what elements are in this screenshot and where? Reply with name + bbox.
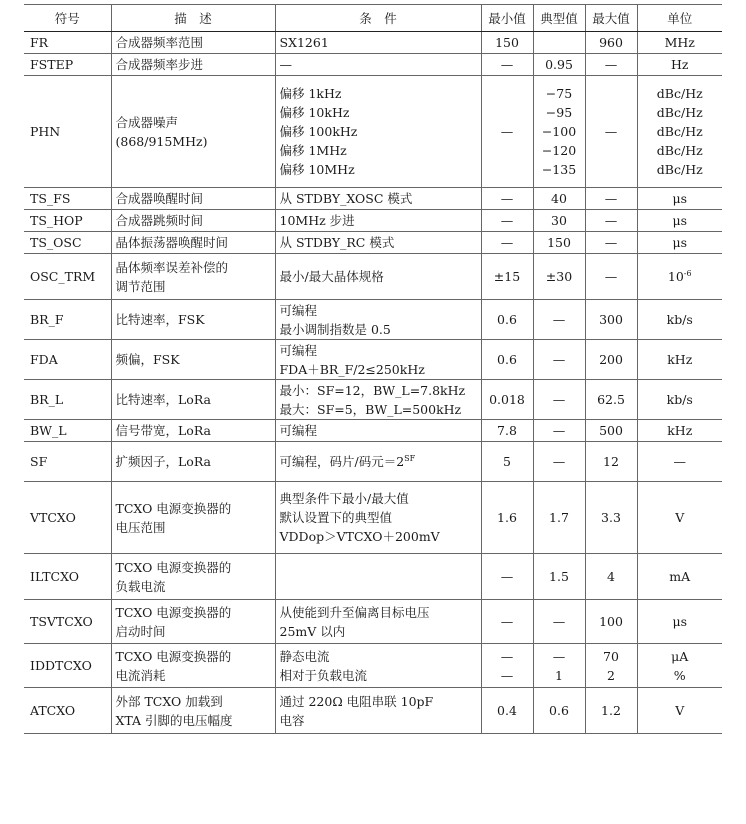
max-cell <box>585 32 637 54</box>
unit-cell-line: dBc/Hz <box>656 86 703 101</box>
condition-cell <box>275 644 481 688</box>
min-cell-line: — <box>500 124 514 139</box>
condition-cell-line: 可编程，码片/码元$=2^{SF}$ <box>279 453 416 469</box>
min-cell <box>481 300 533 340</box>
condition-cell <box>275 340 481 380</box>
condition-cell-line: 通过 220Ω 电阻串联 10pF <box>279 693 434 709</box>
condition-cell-line: 最小调制指数是 0.5 <box>279 321 391 337</box>
min-cell <box>481 442 533 482</box>
max-cell-line: 4 <box>607 569 615 584</box>
min-cell <box>481 254 533 300</box>
min-cell <box>481 210 533 232</box>
description-cell-line: TCXO 电源变换器的 <box>115 604 232 620</box>
unit-cell <box>637 232 722 254</box>
typ-cell-line: 0.6 <box>549 703 569 718</box>
description-cell-line: 电压范围 <box>115 519 166 535</box>
min-cell-line: 150 <box>495 35 519 50</box>
max-cell <box>585 254 637 300</box>
typ-cell-line: 1 <box>555 667 563 683</box>
typ-cell <box>533 76 585 188</box>
condition-cell-line: 可编程 <box>279 342 318 358</box>
min-cell-line: — <box>500 614 514 629</box>
description-cell-line: 扩频因子，LoRa <box>115 454 211 469</box>
table-row <box>24 600 722 644</box>
unit-cell-line: MHz <box>664 35 695 50</box>
unit-cell-line: dBc/Hz <box>656 105 703 120</box>
condition-cell-line: 最小：SF=12，BW_L=7.8kHz <box>279 382 466 398</box>
symbol-cell: BR_F <box>24 300 111 340</box>
unit-cell <box>637 688 722 734</box>
header-max: 最大值 <box>585 5 637 32</box>
condition-cell-line: 可编程 <box>279 302 318 318</box>
max-cell-line: — <box>604 57 618 72</box>
condition-cell <box>275 32 481 54</box>
typ-cell <box>533 254 585 300</box>
header-condition: 条 件 <box>275 5 481 32</box>
table-row <box>24 54 722 76</box>
min-cell-line: — <box>500 667 514 683</box>
symbol-cell: SF <box>24 442 111 482</box>
max-cell-line: — <box>604 124 618 139</box>
condition-cell <box>275 54 481 76</box>
description-cell <box>111 442 275 482</box>
description-cell <box>111 600 275 644</box>
description-cell-line: 比特速率，FSK <box>115 312 205 327</box>
condition-cell-line: 从 STDBY_RC 模式 <box>279 235 395 250</box>
min-cell-line: — <box>500 235 514 250</box>
max-cell-line: 200 <box>599 352 623 367</box>
condition-cell-line: SX1261 <box>279 35 329 50</box>
description-cell-line: 合成器频率步进 <box>115 57 204 72</box>
condition-cell <box>275 442 481 482</box>
symbol-cell: PHN <box>24 76 111 188</box>
typ-cell <box>533 644 585 688</box>
header-description: 描 述 <box>111 5 275 32</box>
description-cell <box>111 210 275 232</box>
condition-cell-line: 电容 <box>279 712 305 728</box>
table-row <box>24 482 722 554</box>
spec-table <box>24 4 722 734</box>
unit-cell-line: mA <box>669 569 691 584</box>
typ-cell <box>533 188 585 210</box>
min-cell-line: 5 <box>503 454 511 469</box>
min-cell-line: — <box>500 648 514 664</box>
typ-cell <box>533 232 585 254</box>
symbol-cell: TS_OSC <box>24 232 111 254</box>
spec-document <box>24 4 722 734</box>
description-cell <box>111 340 275 380</box>
unit-cell-line: μs <box>672 191 688 206</box>
min-cell-line: 0.018 <box>489 392 525 407</box>
condition-cell-line: 从 STDBY_XOSC 模式 <box>279 191 413 206</box>
condition-cell <box>275 300 481 340</box>
max-cell <box>585 232 637 254</box>
description-cell-line: 外部 TCXO 加载到 <box>115 693 223 709</box>
description-cell <box>111 232 275 254</box>
table-row <box>24 254 722 300</box>
max-cell-line: 62.5 <box>597 392 625 407</box>
typ-cell-line: — <box>552 648 566 664</box>
typ-cell-line: −95 <box>545 105 573 120</box>
max-cell-line: 12 <box>603 454 619 469</box>
max-cell <box>585 688 637 734</box>
max-cell <box>585 420 637 442</box>
unit-cell <box>637 442 722 482</box>
min-cell <box>481 600 533 644</box>
typ-cell <box>533 380 585 420</box>
max-cell-line: 1.2 <box>601 703 621 718</box>
max-cell <box>585 482 637 554</box>
table-row <box>24 644 722 688</box>
max-cell-line: 300 <box>599 312 623 327</box>
table-row <box>24 554 722 600</box>
typ-cell-line: 40 <box>551 191 567 206</box>
description-cell <box>111 644 275 688</box>
condition-cell <box>275 600 481 644</box>
table-row <box>24 76 722 188</box>
max-cell-line: 70 <box>603 648 619 664</box>
description-cell-line: 负载电流 <box>115 578 166 594</box>
condition-cell <box>275 482 481 554</box>
table-row <box>24 210 722 232</box>
min-cell <box>481 32 533 54</box>
typ-cell <box>533 32 585 54</box>
max-cell <box>585 380 637 420</box>
min-cell <box>481 188 533 210</box>
unit-cell-line: V <box>675 703 685 718</box>
description-cell-line: 调节范围 <box>115 278 166 294</box>
max-cell-line: — <box>604 269 618 284</box>
min-cell <box>481 644 533 688</box>
typ-cell-line: — <box>552 423 566 438</box>
unit-cell-line: kHz <box>667 423 693 438</box>
max-cell-line: 960 <box>599 35 623 50</box>
min-cell-line: 0.6 <box>497 312 517 327</box>
table-row <box>24 232 722 254</box>
description-cell-line: 合成器噪声 <box>115 114 179 130</box>
table-row <box>24 688 722 734</box>
description-cell-line: 晶体振荡器唤醒时间 <box>115 235 229 250</box>
condition-cell-line: 默认设置下的典型值 <box>279 510 393 525</box>
symbol-cell: TS_FS <box>24 188 111 210</box>
max-cell <box>585 442 637 482</box>
unit-cell-line: V <box>675 510 685 525</box>
max-cell-line: 100 <box>599 614 623 629</box>
condition-cell-line: 偏移 100kHz <box>279 124 358 139</box>
condition-cell <box>275 76 481 188</box>
min-cell <box>481 232 533 254</box>
unit-cell-line: dBc/Hz <box>656 143 703 158</box>
description-cell <box>111 380 275 420</box>
unit-cell <box>637 644 722 688</box>
unit-cell <box>637 482 722 554</box>
typ-cell <box>533 300 585 340</box>
symbol-cell: OSC_TRM <box>24 254 111 300</box>
symbol-cell: FR <box>24 32 111 54</box>
header-row <box>24 5 722 32</box>
typ-cell-line: 1.7 <box>549 510 569 525</box>
condition-cell-line: 典型条件下最小/最大值 <box>279 491 409 506</box>
typ-cell <box>533 688 585 734</box>
unit-cell <box>637 210 722 232</box>
typ-cell <box>533 600 585 644</box>
condition-cell-line: 从使能到升至偏离目标电压 <box>279 604 430 620</box>
max-cell-line: 500 <box>599 423 623 438</box>
typ-cell-line: −120 <box>541 143 577 158</box>
unit-cell <box>637 600 722 644</box>
condition-cell-line: 偏移 1kHz <box>279 86 342 101</box>
unit-cell <box>637 254 722 300</box>
condition-cell <box>275 420 481 442</box>
max-cell <box>585 644 637 688</box>
typ-cell-line: 30 <box>551 213 567 228</box>
condition-cell-line: 最小/最大晶体规格 <box>279 269 384 284</box>
unit-cell-line: μs <box>672 614 688 629</box>
description-cell-line: TCXO 电源变换器的 <box>115 500 232 516</box>
max-cell <box>585 600 637 644</box>
description-cell <box>111 554 275 600</box>
unit-cell <box>637 420 722 442</box>
header-typ: 典型值 <box>533 5 585 32</box>
condition-cell <box>275 254 481 300</box>
unit-cell-line: — <box>673 454 686 469</box>
unit-cell-line: dBc/Hz <box>656 124 703 139</box>
unit-cell <box>637 554 722 600</box>
condition-cell-line: VDDop＞VTCXO＋200mV <box>279 529 440 544</box>
min-cell <box>481 76 533 188</box>
description-cell-line: (868/915MHz) <box>115 133 208 149</box>
table-row <box>24 32 722 54</box>
symbol-cell: TS_HOP <box>24 210 111 232</box>
condition-cell-line: 相对于负载电流 <box>279 667 368 683</box>
min-cell-line: 7.8 <box>497 423 517 438</box>
min-cell <box>481 554 533 600</box>
min-cell-line: — <box>500 57 514 72</box>
typ-cell <box>533 340 585 380</box>
max-cell-line: — <box>604 213 618 228</box>
typ-cell-line: — <box>552 454 566 469</box>
typ-cell-line: — <box>552 312 566 327</box>
condition-cell <box>275 554 481 600</box>
min-cell <box>481 54 533 76</box>
symbol-cell: BW_L <box>24 420 111 442</box>
unit-cell <box>637 380 722 420</box>
unit-cell-line: μs <box>672 235 688 250</box>
condition-cell-line: 静态电流 <box>279 648 330 664</box>
unit-cell-line: $10^{-6}$ <box>667 268 692 284</box>
condition-cell-line: 偏移 1MHz <box>279 143 347 158</box>
description-cell-line: 电流消耗 <box>115 667 166 683</box>
max-cell <box>585 300 637 340</box>
symbol-cell: IDDTCXO <box>24 644 111 688</box>
typ-cell-line: 150 <box>547 235 571 250</box>
typ-cell <box>533 554 585 600</box>
description-cell <box>111 688 275 734</box>
typ-cell-line: −135 <box>541 162 577 177</box>
min-cell <box>481 688 533 734</box>
condition-cell-line: 可编程 <box>279 423 318 438</box>
unit-cell-line: kb/s <box>666 392 693 407</box>
symbol-cell: FDA <box>24 340 111 380</box>
condition-cell-line: 最大：SF=5，BW_L=500kHz <box>279 401 462 417</box>
header-symbol: 符号 <box>24 5 111 32</box>
description-cell-line: 启动时间 <box>115 623 166 639</box>
max-cell-line: 3.3 <box>601 510 621 525</box>
description-cell-line: 晶体频率误差补偿的 <box>115 259 229 275</box>
description-cell-line: 信号带宽，LoRa <box>115 423 211 438</box>
max-cell <box>585 188 637 210</box>
unit-cell <box>637 340 722 380</box>
description-cell-line: 比特速率，LoRa <box>115 392 211 407</box>
header-min: 最小值 <box>481 5 533 32</box>
condition-cell-line: 10MHz 步进 <box>279 213 355 228</box>
description-cell <box>111 420 275 442</box>
typ-cell-line: — <box>552 614 566 629</box>
description-cell <box>111 76 275 188</box>
table-row <box>24 420 722 442</box>
description-cell-line: 合成器唤醒时间 <box>115 191 204 206</box>
description-cell <box>111 32 275 54</box>
max-cell <box>585 554 637 600</box>
typ-cell-line: 1.5 <box>549 569 569 584</box>
unit-cell-line: % <box>673 667 686 683</box>
typ-cell <box>533 482 585 554</box>
symbol-cell: FSTEP <box>24 54 111 76</box>
condition-cell-line: FDA＋BR_F/2≤250kHz <box>279 361 425 377</box>
max-cell-line: 2 <box>607 667 615 683</box>
unit-cell-line: Hz <box>671 57 689 72</box>
symbol-cell: VTCXO <box>24 482 111 554</box>
table-row <box>24 188 722 210</box>
typ-cell-line: — <box>552 352 566 367</box>
typ-cell <box>533 54 585 76</box>
typ-cell-line: −100 <box>541 124 577 139</box>
symbol-cell: TSVTCXO <box>24 600 111 644</box>
condition-cell-line: 偏移 10MHz <box>279 162 355 177</box>
min-cell <box>481 420 533 442</box>
condition-cell <box>275 380 481 420</box>
condition-cell-line: 偏移 10kHz <box>279 105 350 120</box>
typ-cell <box>533 210 585 232</box>
min-cell-line: 1.6 <box>497 510 517 525</box>
unit-cell-line: μs <box>672 213 688 228</box>
typ-cell-line: ±30 <box>545 269 573 284</box>
unit-cell-line: μA <box>671 648 689 664</box>
header-unit: 单位 <box>637 5 722 32</box>
typ-cell <box>533 420 585 442</box>
max-cell <box>585 210 637 232</box>
unit-cell-line: kb/s <box>666 312 693 327</box>
symbol-cell: ATCXO <box>24 688 111 734</box>
symbol-cell: BR_L <box>24 380 111 420</box>
table-row <box>24 340 722 380</box>
max-cell <box>585 340 637 380</box>
typ-cell-line: 0.95 <box>545 57 573 72</box>
unit-cell <box>637 188 722 210</box>
min-cell-line: — <box>500 191 514 206</box>
min-cell-line: ±15 <box>493 269 521 284</box>
max-cell-line: — <box>604 191 618 206</box>
condition-cell <box>275 210 481 232</box>
description-cell <box>111 188 275 210</box>
min-cell-line: — <box>500 213 514 228</box>
typ-cell-line: — <box>552 392 566 407</box>
min-cell-line: 0.6 <box>497 352 517 367</box>
max-cell <box>585 54 637 76</box>
description-cell-line: TCXO 电源变换器的 <box>115 648 232 664</box>
unit-cell-line: kHz <box>667 352 693 367</box>
typ-cell <box>533 442 585 482</box>
max-cell-line: — <box>604 235 618 250</box>
min-cell <box>481 340 533 380</box>
description-cell <box>111 482 275 554</box>
unit-cell <box>637 54 722 76</box>
max-cell <box>585 76 637 188</box>
table-row <box>24 442 722 482</box>
min-cell-line: 0.4 <box>497 703 517 718</box>
description-cell-line: 合成器频率范围 <box>115 35 204 50</box>
min-cell <box>481 482 533 554</box>
condition-cell-line: 25mV 以内 <box>279 623 346 639</box>
table-row <box>24 380 722 420</box>
typ-cell-line: −75 <box>545 86 573 101</box>
description-cell-line: 频偏，FSK <box>115 352 180 367</box>
min-cell <box>481 380 533 420</box>
description-cell-line: TCXO 电源变换器的 <box>115 559 232 575</box>
description-cell-line: 合成器跳频时间 <box>115 213 204 228</box>
unit-cell-line: dBc/Hz <box>656 162 703 177</box>
symbol-cell: ILTCXO <box>24 554 111 600</box>
condition-cell-line: — <box>279 57 292 72</box>
condition-cell <box>275 188 481 210</box>
min-cell-line: — <box>500 569 514 584</box>
description-cell-line: XTA 引脚的电压幅度 <box>115 712 233 728</box>
description-cell <box>111 300 275 340</box>
description-cell <box>111 54 275 76</box>
condition-cell <box>275 688 481 734</box>
unit-cell <box>637 76 722 188</box>
table-row <box>24 300 722 340</box>
unit-cell <box>637 32 722 54</box>
unit-cell <box>637 300 722 340</box>
condition-cell <box>275 232 481 254</box>
description-cell <box>111 254 275 300</box>
